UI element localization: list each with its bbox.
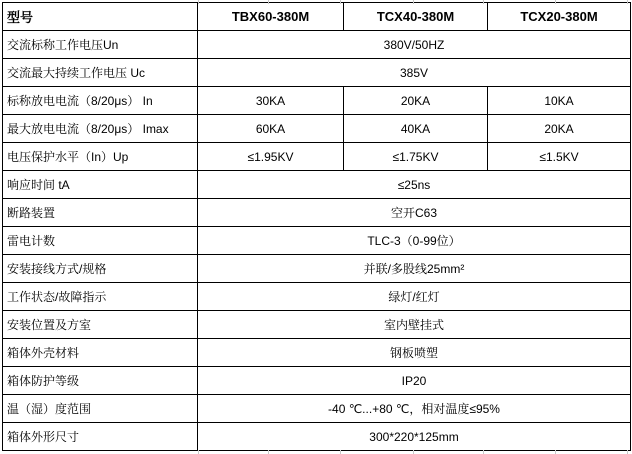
spec-value-merged: 并联/多股线25mm² [198,255,631,283]
spec-value-merged: -40 ℃...+80 ℃，相对温度≤95% [198,395,631,423]
spec-row-label: 温（湿）度范围 [3,395,198,423]
spec-row-label: 交流标称工作电压Un [3,31,198,59]
table-row [3,171,631,199]
spec-row-label: 电压保护水平（In）Up [3,143,198,171]
spec-row-label: 箱体外壳材料 [3,339,198,367]
gridline-stub [483,450,484,454]
spec-row-label: 标称放电电流（8/20μs） In [3,87,198,115]
gridline-stub [198,0,199,4]
gridline-stub [627,0,628,4]
spec-row-label: 交流最大持续工作电压 Uc [3,59,198,87]
spec-value-merged: 室内壁挂式 [198,311,631,339]
spec-row-label: 雷电计数 [3,227,198,255]
header-model-3: TCX20-380M [488,3,631,31]
table-row [3,199,631,227]
spec-row-label: 安装位置及方室 [3,311,198,339]
gridline-stub [413,0,414,4]
table-row [3,115,631,143]
spec-value-merged: 空开C63 [198,199,631,227]
table-row [3,59,631,87]
spec-value-merged: 300*220*125mm [198,423,631,451]
gridline-stub [198,450,199,454]
spec-value-merged: 385V [198,59,631,87]
gridline-stub [555,450,556,454]
gridline-stub [340,0,341,4]
spec-row-label: 箱体外形尺寸 [3,423,198,451]
table-row [3,255,631,283]
gridline-stub [627,450,628,454]
spec-table-body [3,31,631,451]
table-row [3,367,631,395]
spec-value: 10KA [488,87,631,115]
spec-value: ≤1.5KV [488,143,631,171]
spec-row-label: 响应时间 tA [3,171,198,199]
spec-row-label: 最大放电电流（8/20μs） Imax [3,115,198,143]
spec-row-label: 安装接线方式/规格 [3,255,198,283]
spec-value: 60KA [198,115,344,143]
spec-value-merged: IP20 [198,367,631,395]
table-row [3,31,631,59]
gridline-stub [268,450,269,454]
table-row [3,87,631,115]
gridline-stub [413,450,414,454]
table-row [3,143,631,171]
table-row [3,339,631,367]
spec-value-merged: 380V/50HZ [198,31,631,59]
gridline-stub [555,0,556,4]
spec-value: ≤1.95KV [198,143,344,171]
gridline-stub [268,0,269,4]
header-model-1: TBX60-380M [198,3,344,31]
table-row [3,423,631,451]
spec-row-label: 断路装置 [3,199,198,227]
table-row [3,283,631,311]
spec-value-merged: 绿灯/红灯 [198,283,631,311]
spec-table [2,2,631,451]
spec-value-merged: ≤25ns [198,171,631,199]
gridline-stub [483,0,484,4]
spec-value-merged: 钢板喷塑 [198,339,631,367]
spec-value-merged: TLC-3（0-99位） [198,227,631,255]
gridline-stub [340,450,341,454]
header-model-2: TCX40-380M [344,3,488,31]
table-row [3,311,631,339]
spec-value: ≤1.75KV [344,143,488,171]
table-row [3,227,631,255]
header-row [3,3,631,31]
header-model-label: 型号 [3,3,198,31]
spec-value: 20KA [344,87,488,115]
spec-value: 30KA [198,87,344,115]
table-row [3,395,631,423]
spec-row-label: 箱体防护等级 [3,367,198,395]
spec-value: 40KA [344,115,488,143]
spec-value: 20KA [488,115,631,143]
spec-row-label: 工作状态/故障指示 [3,283,198,311]
